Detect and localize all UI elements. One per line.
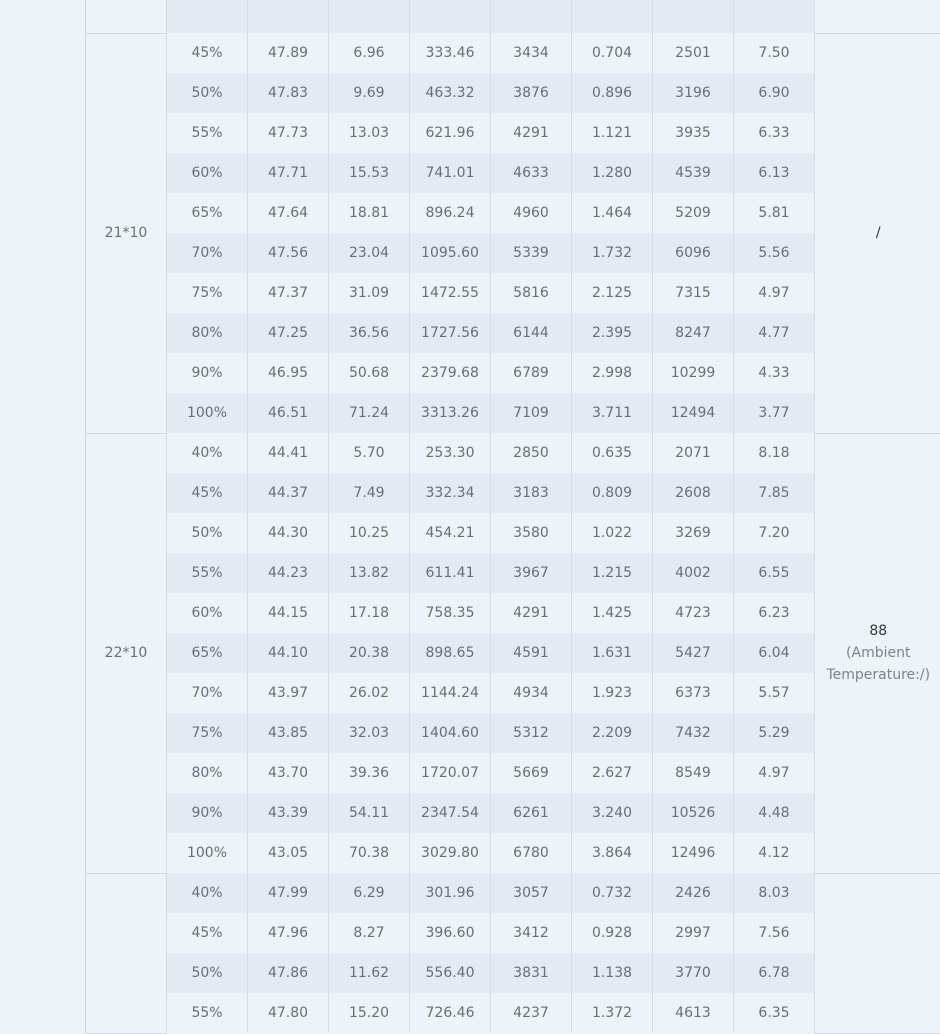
voltage-cell: 47.71 <box>248 153 329 193</box>
power-cell: 463.32 <box>410 73 491 113</box>
speed-cell: 7109 <box>491 393 572 433</box>
table-row <box>86 793 940 833</box>
table-row <box>86 753 940 793</box>
voltage-cell: 47.64 <box>248 193 329 233</box>
efficiency-cell: 4.97 <box>734 753 815 793</box>
table-row <box>86 273 940 313</box>
torque-cell: 2.998 <box>572 353 653 393</box>
efficiency-cell: 6.35 <box>734 993 815 1033</box>
performance-table <box>85 0 940 1034</box>
thrust-cell: 3196 <box>653 73 734 113</box>
note-main: 88 <box>815 620 940 642</box>
current-cell: 17.18 <box>329 593 410 633</box>
power-cell: 741.01 <box>410 153 491 193</box>
voltage-cell: 47.86 <box>248 953 329 993</box>
load-cell: 90% <box>167 793 248 833</box>
speed-cell: 4291 <box>491 593 572 633</box>
load-cell: 55% <box>167 993 248 1033</box>
current-cell: 15.20 <box>329 993 410 1033</box>
voltage-cell: 47.83 <box>248 73 329 113</box>
power-cell: 253.30 <box>410 433 491 473</box>
table-row <box>86 353 940 393</box>
power-cell: 2379.68 <box>410 353 491 393</box>
thrust-cell: 4723 <box>653 593 734 633</box>
current-cell: 9.69 <box>329 73 410 113</box>
table-row <box>86 73 940 113</box>
torque-cell: 0.635 <box>572 433 653 473</box>
load-cell: 65% <box>167 633 248 673</box>
table-row <box>86 593 940 633</box>
voltage-cell: 44.15 <box>248 593 329 633</box>
current-cell: 20.38 <box>329 633 410 673</box>
thrust-cell <box>653 0 734 33</box>
load-cell: 80% <box>167 753 248 793</box>
thrust-cell: 8549 <box>653 753 734 793</box>
thrust-cell: 10299 <box>653 353 734 393</box>
note-cell <box>815 33 940 433</box>
efficiency-cell: 6.90 <box>734 73 815 113</box>
torque-cell: 0.732 <box>572 873 653 913</box>
voltage-cell: 46.51 <box>248 393 329 433</box>
efficiency-cell <box>734 0 815 33</box>
efficiency-cell: 7.50 <box>734 33 815 73</box>
torque-cell: 1.631 <box>572 633 653 673</box>
efficiency-cell: 4.77 <box>734 313 815 353</box>
load-cell: 55% <box>167 553 248 593</box>
efficiency-cell: 5.81 <box>734 193 815 233</box>
torque-cell: 2.125 <box>572 273 653 313</box>
torque-cell: 1.425 <box>572 593 653 633</box>
speed-cell: 3183 <box>491 473 572 513</box>
table-row <box>86 393 940 433</box>
load-cell: 100% <box>167 393 248 433</box>
efficiency-cell: 5.56 <box>734 233 815 273</box>
speed-cell: 6144 <box>491 313 572 353</box>
current-cell: 10.25 <box>329 513 410 553</box>
voltage-cell: 44.41 <box>248 433 329 473</box>
thrust-cell: 6096 <box>653 233 734 273</box>
speed-cell: 3580 <box>491 513 572 553</box>
table-row <box>86 113 940 153</box>
speed-cell: 4633 <box>491 153 572 193</box>
voltage-cell: 47.96 <box>248 913 329 953</box>
power-cell: 301.96 <box>410 873 491 913</box>
speed-cell: 5816 <box>491 273 572 313</box>
table-row <box>86 673 940 713</box>
power-cell: 1095.60 <box>410 233 491 273</box>
speed-cell: 4960 <box>491 193 572 233</box>
load-cell: 100% <box>167 833 248 873</box>
efficiency-cell: 7.56 <box>734 913 815 953</box>
power-cell: 2347.54 <box>410 793 491 833</box>
voltage-cell: 43.70 <box>248 753 329 793</box>
current-cell: 31.09 <box>329 273 410 313</box>
efficiency-cell: 6.55 <box>734 553 815 593</box>
thrust-cell: 5209 <box>653 193 734 233</box>
load-cell: 45% <box>167 913 248 953</box>
note-main: / <box>815 222 940 244</box>
voltage-cell: 44.30 <box>248 513 329 553</box>
voltage-cell: 47.80 <box>248 993 329 1033</box>
table-row <box>86 953 940 993</box>
table-row <box>86 833 940 873</box>
speed-cell: 4291 <box>491 113 572 153</box>
thrust-cell: 12496 <box>653 833 734 873</box>
power-cell: 3313.26 <box>410 393 491 433</box>
thrust-cell: 10526 <box>653 793 734 833</box>
note-cell <box>815 873 940 1033</box>
table-row <box>86 0 940 33</box>
torque-cell: 1.280 <box>572 153 653 193</box>
power-cell: 611.41 <box>410 553 491 593</box>
current-cell: 6.29 <box>329 873 410 913</box>
current-cell: 54.11 <box>329 793 410 833</box>
current-cell: 6.96 <box>329 33 410 73</box>
current-cell: 70.38 <box>329 833 410 873</box>
note-cell <box>815 0 940 33</box>
thrust-cell: 12494 <box>653 393 734 433</box>
torque-cell: 1.372 <box>572 993 653 1033</box>
efficiency-cell: 4.48 <box>734 793 815 833</box>
load-cell: 55% <box>167 113 248 153</box>
torque-cell: 2.209 <box>572 713 653 753</box>
torque-cell: 1.732 <box>572 233 653 273</box>
power-cell <box>410 0 491 33</box>
load-cell: 50% <box>167 513 248 553</box>
power-cell: 396.60 <box>410 913 491 953</box>
table-row <box>86 433 940 473</box>
current-cell: 8.27 <box>329 913 410 953</box>
table-row <box>86 233 940 273</box>
efficiency-cell: 6.23 <box>734 593 815 633</box>
current-cell: 26.02 <box>329 673 410 713</box>
power-cell: 1720.07 <box>410 753 491 793</box>
power-cell: 333.46 <box>410 33 491 73</box>
current-cell: 71.24 <box>329 393 410 433</box>
load-cell <box>167 0 248 33</box>
load-cell: 40% <box>167 433 248 473</box>
speed-cell: 2850 <box>491 433 572 473</box>
load-cell: 50% <box>167 73 248 113</box>
table-row <box>86 633 940 673</box>
voltage-cell <box>248 0 329 33</box>
efficiency-cell: 7.85 <box>734 473 815 513</box>
torque-cell: 1.121 <box>572 113 653 153</box>
speed-cell: 3831 <box>491 953 572 993</box>
voltage-cell: 47.89 <box>248 33 329 73</box>
efficiency-cell: 6.13 <box>734 153 815 193</box>
current-cell: 23.04 <box>329 233 410 273</box>
power-cell: 898.65 <box>410 633 491 673</box>
current-cell: 13.82 <box>329 553 410 593</box>
performance-table-container <box>85 0 940 1034</box>
speed-cell: 4237 <box>491 993 572 1033</box>
voltage-cell: 44.23 <box>248 553 329 593</box>
load-cell: 70% <box>167 233 248 273</box>
thrust-cell: 8247 <box>653 313 734 353</box>
table-row <box>86 993 940 1033</box>
current-cell: 15.53 <box>329 153 410 193</box>
load-cell: 75% <box>167 713 248 753</box>
power-cell: 758.35 <box>410 593 491 633</box>
power-cell: 726.46 <box>410 993 491 1033</box>
speed-cell: 6789 <box>491 353 572 393</box>
load-cell: 40% <box>167 873 248 913</box>
efficiency-cell: 6.04 <box>734 633 815 673</box>
note-cell <box>815 433 940 873</box>
current-cell: 36.56 <box>329 313 410 353</box>
thrust-cell: 3269 <box>653 513 734 553</box>
table-row <box>86 33 940 73</box>
current-cell: 13.03 <box>329 113 410 153</box>
efficiency-cell: 4.12 <box>734 833 815 873</box>
current-cell: 11.62 <box>329 953 410 993</box>
model-cell <box>86 0 167 33</box>
voltage-cell: 43.39 <box>248 793 329 833</box>
speed-cell: 3057 <box>491 873 572 913</box>
speed-cell: 5669 <box>491 753 572 793</box>
current-cell <box>329 0 410 33</box>
torque-cell: 0.704 <box>572 33 653 73</box>
thrust-cell: 5427 <box>653 633 734 673</box>
efficiency-cell: 8.03 <box>734 873 815 913</box>
power-cell: 1144.24 <box>410 673 491 713</box>
load-cell: 60% <box>167 593 248 633</box>
speed-cell: 5339 <box>491 233 572 273</box>
torque-cell: 2.627 <box>572 753 653 793</box>
table-row <box>86 313 940 353</box>
efficiency-cell: 5.57 <box>734 673 815 713</box>
torque-cell: 3.711 <box>572 393 653 433</box>
power-cell: 621.96 <box>410 113 491 153</box>
load-cell: 65% <box>167 193 248 233</box>
load-cell: 60% <box>167 153 248 193</box>
speed-cell <box>491 0 572 33</box>
model-cell <box>86 873 167 1033</box>
speed-cell: 3412 <box>491 913 572 953</box>
power-cell: 332.34 <box>410 473 491 513</box>
load-cell: 75% <box>167 273 248 313</box>
speed-cell: 3434 <box>491 33 572 73</box>
torque-cell: 2.395 <box>572 313 653 353</box>
load-cell: 45% <box>167 473 248 513</box>
table-row <box>86 873 940 913</box>
speed-cell: 4934 <box>491 673 572 713</box>
power-cell: 1472.55 <box>410 273 491 313</box>
efficiency-cell: 7.20 <box>734 513 815 553</box>
table-row <box>86 713 940 753</box>
thrust-cell: 6373 <box>653 673 734 713</box>
speed-cell: 6261 <box>491 793 572 833</box>
model-cell: 22*10 <box>86 433 167 873</box>
thrust-cell: 3935 <box>653 113 734 153</box>
load-cell: 70% <box>167 673 248 713</box>
table-row <box>86 153 940 193</box>
note-sub: (Ambient Temperature:/) <box>815 642 940 686</box>
torque-cell: 0.928 <box>572 913 653 953</box>
voltage-cell: 47.25 <box>248 313 329 353</box>
current-cell: 50.68 <box>329 353 410 393</box>
power-cell: 1727.56 <box>410 313 491 353</box>
torque-cell: 3.864 <box>572 833 653 873</box>
table-row <box>86 913 940 953</box>
efficiency-cell: 6.33 <box>734 113 815 153</box>
speed-cell: 5312 <box>491 713 572 753</box>
table-row <box>86 553 940 593</box>
speed-cell: 3876 <box>491 73 572 113</box>
torque-cell <box>572 0 653 33</box>
thrust-cell: 7315 <box>653 273 734 313</box>
power-cell: 896.24 <box>410 193 491 233</box>
voltage-cell: 43.05 <box>248 833 329 873</box>
efficiency-cell: 5.29 <box>734 713 815 753</box>
current-cell: 39.36 <box>329 753 410 793</box>
thrust-cell: 4613 <box>653 993 734 1033</box>
voltage-cell: 47.73 <box>248 113 329 153</box>
torque-cell: 1.022 <box>572 513 653 553</box>
current-cell: 5.70 <box>329 433 410 473</box>
table-row <box>86 473 940 513</box>
efficiency-cell: 4.97 <box>734 273 815 313</box>
thrust-cell: 2608 <box>653 473 734 513</box>
model-cell: 21*10 <box>86 33 167 433</box>
load-cell: 90% <box>167 353 248 393</box>
thrust-cell: 3770 <box>653 953 734 993</box>
torque-cell: 1.138 <box>572 953 653 993</box>
power-cell: 454.21 <box>410 513 491 553</box>
voltage-cell: 46.95 <box>248 353 329 393</box>
voltage-cell: 44.37 <box>248 473 329 513</box>
torque-cell: 1.464 <box>572 193 653 233</box>
current-cell: 18.81 <box>329 193 410 233</box>
speed-cell: 6780 <box>491 833 572 873</box>
voltage-cell: 43.85 <box>248 713 329 753</box>
thrust-cell: 2071 <box>653 433 734 473</box>
torque-cell: 0.809 <box>572 473 653 513</box>
torque-cell: 1.215 <box>572 553 653 593</box>
efficiency-cell: 8.18 <box>734 433 815 473</box>
speed-cell: 3967 <box>491 553 572 593</box>
torque-cell: 1.923 <box>572 673 653 713</box>
efficiency-cell: 6.78 <box>734 953 815 993</box>
thrust-cell: 2426 <box>653 873 734 913</box>
speed-cell: 4591 <box>491 633 572 673</box>
voltage-cell: 47.37 <box>248 273 329 313</box>
table-row <box>86 193 940 233</box>
thrust-cell: 4002 <box>653 553 734 593</box>
thrust-cell: 4539 <box>653 153 734 193</box>
thrust-cell: 2501 <box>653 33 734 73</box>
voltage-cell: 44.10 <box>248 633 329 673</box>
voltage-cell: 47.99 <box>248 873 329 913</box>
efficiency-cell: 4.33 <box>734 353 815 393</box>
voltage-cell: 43.97 <box>248 673 329 713</box>
current-cell: 7.49 <box>329 473 410 513</box>
load-cell: 50% <box>167 953 248 993</box>
voltage-cell: 47.56 <box>248 233 329 273</box>
power-cell: 3029.80 <box>410 833 491 873</box>
table-row <box>86 513 940 553</box>
power-cell: 1404.60 <box>410 713 491 753</box>
load-cell: 80% <box>167 313 248 353</box>
current-cell: 32.03 <box>329 713 410 753</box>
thrust-cell: 7432 <box>653 713 734 753</box>
efficiency-cell: 3.77 <box>734 393 815 433</box>
load-cell: 45% <box>167 33 248 73</box>
thrust-cell: 2997 <box>653 913 734 953</box>
power-cell: 556.40 <box>410 953 491 993</box>
torque-cell: 0.896 <box>572 73 653 113</box>
torque-cell: 3.240 <box>572 793 653 833</box>
